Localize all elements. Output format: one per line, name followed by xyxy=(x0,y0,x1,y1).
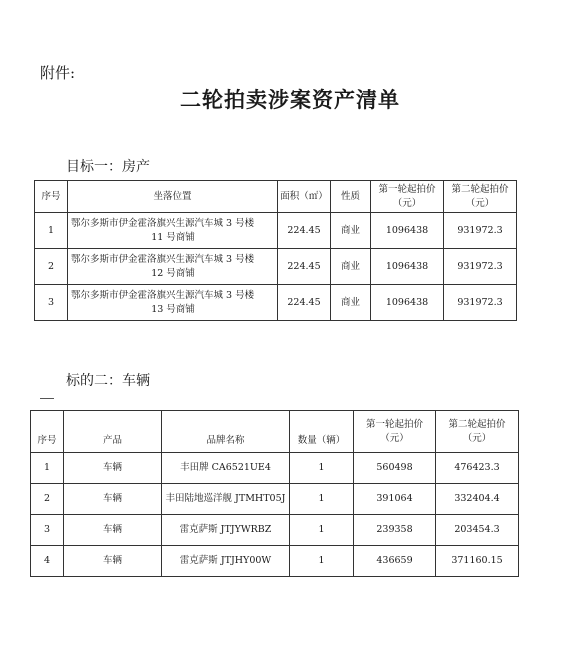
header-price2 xyxy=(444,181,517,213)
cell-price1: 1096438 xyxy=(371,249,444,285)
cell-price2: 931972.3 xyxy=(444,249,517,285)
table-row xyxy=(35,213,517,249)
cell-location xyxy=(68,285,278,321)
cell-quantity: 1 xyxy=(290,453,354,484)
cell-price2: 203454.3 xyxy=(436,515,519,546)
header-quantity: 数量（辆） xyxy=(290,411,354,453)
cell-price2: 476423.3 xyxy=(436,453,519,484)
cell-area: 224.45 xyxy=(278,249,331,285)
location-line2: 12 号商铺 xyxy=(151,267,195,279)
header-price1 xyxy=(371,181,444,213)
cell-location xyxy=(68,213,278,249)
cell-product: 车辆 xyxy=(64,453,162,484)
header-price2-line2: （元） xyxy=(465,197,495,209)
cell-index: 3 xyxy=(35,285,68,321)
table-row xyxy=(31,546,519,577)
cell-brand: 丰田牌 CA6521UE4 xyxy=(162,453,290,484)
cell-area: 224.45 xyxy=(278,285,331,321)
section1-title: 目标一：房产 xyxy=(66,159,150,175)
cell-brand: 雷克萨斯 JTJHY00W xyxy=(162,546,290,577)
cell-nature: 商业 xyxy=(331,249,371,285)
table-row xyxy=(31,515,519,546)
cell-nature: 商业 xyxy=(331,285,371,321)
cell-price1: 1096438 xyxy=(371,213,444,249)
table-header-row xyxy=(31,411,519,453)
location-line1: 鄂尔多斯市伊金霍洛旗兴生源汽车城 3 号楼 xyxy=(71,217,255,229)
cell-quantity: 1 xyxy=(290,484,354,515)
location-line1: 鄂尔多斯市伊金霍洛旗兴生源汽车城 3 号楼 xyxy=(71,289,255,301)
cell-price1: 391064 xyxy=(354,484,436,515)
cell-quantity: 1 xyxy=(290,546,354,577)
cell-nature: 商业 xyxy=(331,213,371,249)
cell-price2: 931972.3 xyxy=(444,213,517,249)
cell-location xyxy=(68,249,278,285)
cell-brand: 雷克萨斯 JTJYWRBZ xyxy=(162,515,290,546)
cell-price1: 1096438 xyxy=(371,285,444,321)
header-price2-line1: 第二轮起拍价 xyxy=(451,183,509,195)
location-line2: 13 号商铺 xyxy=(151,303,195,315)
cell-index: 1 xyxy=(35,213,68,249)
cell-brand: 丰田陆地巡洋舰 JTMHT05J xyxy=(162,484,290,515)
cell-price1: 239358 xyxy=(354,515,436,546)
header-location: 坐落位置 xyxy=(68,181,278,213)
cell-product: 车辆 xyxy=(64,484,162,515)
table-header-row xyxy=(35,181,517,213)
table-row xyxy=(35,285,517,321)
header-area: 面积（㎡） xyxy=(278,181,331,213)
cell-index: 1 xyxy=(31,453,64,484)
header-price1-line2: （元） xyxy=(392,197,422,209)
cell-price1: 436659 xyxy=(354,546,436,577)
cell-area: 224.45 xyxy=(278,213,331,249)
header-brand: 品牌名称 xyxy=(162,411,290,453)
cell-product: 车辆 xyxy=(64,546,162,577)
header-price2 xyxy=(436,411,519,453)
cell-price1: 560498 xyxy=(354,453,436,484)
header-price2-line2: （元） xyxy=(462,432,492,444)
table-row xyxy=(31,484,519,515)
location-line2: 11 号商铺 xyxy=(151,231,195,243)
cell-index: 2 xyxy=(31,484,64,515)
table-row xyxy=(31,453,519,484)
location-line1: 鄂尔多斯市伊金霍洛旗兴生源汽车城 3 号楼 xyxy=(71,253,255,265)
header-price2-line1: 第二轮起拍价 xyxy=(448,418,506,430)
document-title: 二轮拍卖涉案资产清单 xyxy=(180,87,400,112)
cell-index: 4 xyxy=(31,546,64,577)
property-table xyxy=(34,180,517,321)
header-price1-line1: 第一轮起拍价 xyxy=(365,418,423,430)
header-price1-line2: （元） xyxy=(380,432,409,444)
table-row xyxy=(35,249,517,285)
cell-quantity: 1 xyxy=(290,515,354,546)
header-nature: 性质 xyxy=(331,181,371,213)
cell-index: 3 xyxy=(31,515,64,546)
attachment-label: 附件: xyxy=(40,64,76,82)
header-product: 产品 xyxy=(64,411,162,453)
divider xyxy=(40,398,54,399)
cell-product: 车辆 xyxy=(64,515,162,546)
header-index: 序号 xyxy=(35,181,68,213)
cell-index: 2 xyxy=(35,249,68,285)
section2-title: 标的二：车辆 xyxy=(66,373,150,389)
cell-price2: 371160.15 xyxy=(436,546,519,577)
header-price1 xyxy=(354,411,436,453)
vehicle-table xyxy=(30,410,519,577)
header-price1-line1: 第一轮起拍价 xyxy=(378,183,436,195)
cell-price2: 332404.4 xyxy=(436,484,519,515)
header-index: 序号 xyxy=(31,411,64,453)
cell-price2: 931972.3 xyxy=(444,285,517,321)
